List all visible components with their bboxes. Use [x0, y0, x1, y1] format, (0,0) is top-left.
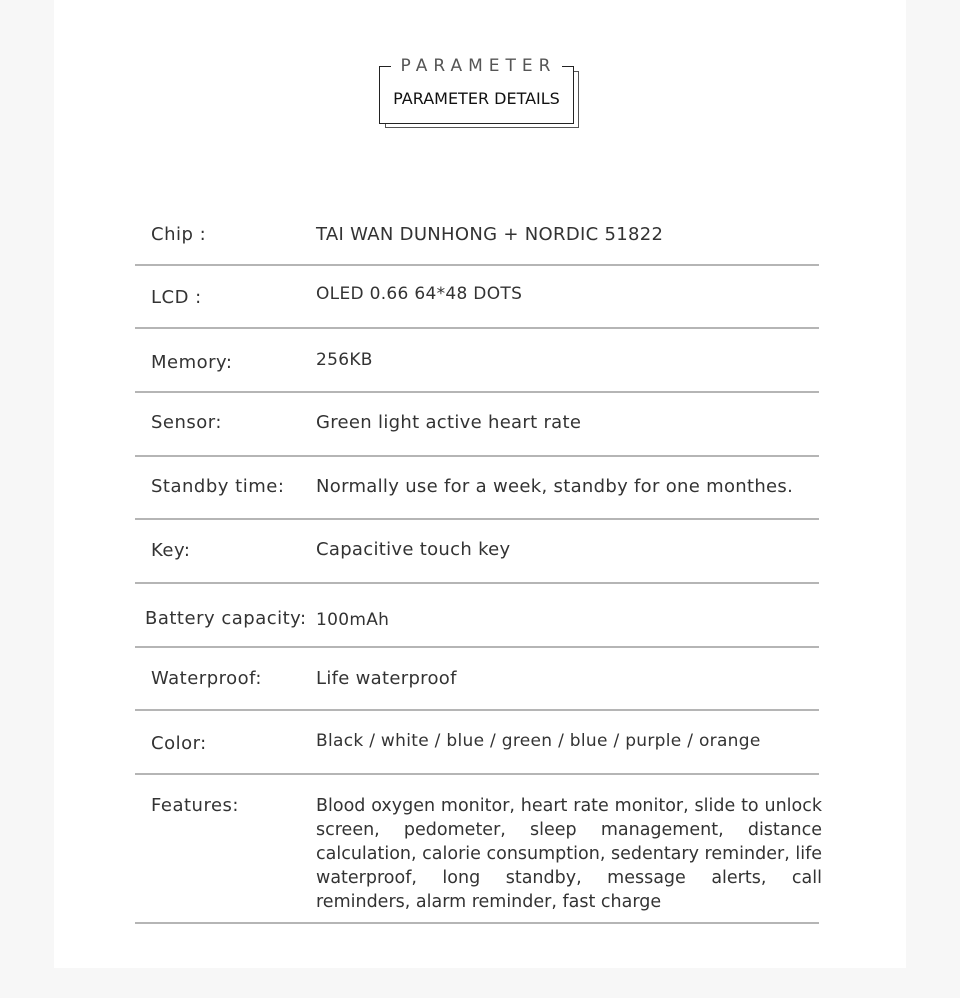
spec-row-lcd	[135, 266, 819, 329]
spec-row-features	[135, 775, 822, 924]
spec-value: 256KB	[316, 350, 373, 370]
spec-value: 100mAh	[316, 610, 390, 630]
spec-row-color	[135, 711, 819, 775]
spec-value-features: Blood oxygen monitor, heart rate monitor, slide to unlock screen, pedometer, sleep management, distance calculation, calorie consumption, sedentary reminder, life waterproof, long standby, message alerts, call reminders, alarm reminder, fast charge	[316, 796, 822, 912]
spec-value: TAI WAN DUNHONG + NORDIC 51822	[316, 224, 664, 245]
spec-row-key	[135, 520, 819, 584]
page-title: PARAMETER DETAILS	[393, 89, 560, 108]
spec-label: Memory:	[151, 352, 233, 373]
spec-label: Features:	[151, 795, 239, 816]
spec-label: Sensor:	[151, 412, 222, 433]
spec-label: Battery capacity:	[145, 608, 307, 629]
spec-value: Normally use for a week, standby for one monthes.	[316, 476, 794, 497]
spec-row-standby-time	[135, 457, 819, 520]
spec-label: Waterproof:	[151, 668, 262, 689]
badge-kicker: PARAMETER	[379, 56, 574, 76]
spec-row-waterproof	[135, 648, 819, 711]
spec-value: Black / white / blue / green / blue / purple / orange	[316, 731, 761, 751]
spec-row-memory	[135, 329, 819, 393]
spec-row-sensor	[135, 393, 819, 457]
spec-label: Chip :	[151, 224, 207, 245]
spec-label: Color:	[151, 733, 207, 754]
spec-row-battery-capacity	[135, 584, 819, 648]
spec-value: Green light active heart rate	[316, 412, 582, 433]
spec-value: Life waterproof	[316, 668, 457, 689]
spec-value: OLED 0.66 64*48 DOTS	[316, 284, 523, 304]
spec-row-chip	[135, 201, 819, 266]
spec-label: LCD :	[151, 287, 202, 308]
spec-value: Capacitive touch key	[316, 539, 511, 560]
spec-label: Key:	[151, 540, 191, 561]
spec-label: Standby time:	[151, 476, 285, 497]
